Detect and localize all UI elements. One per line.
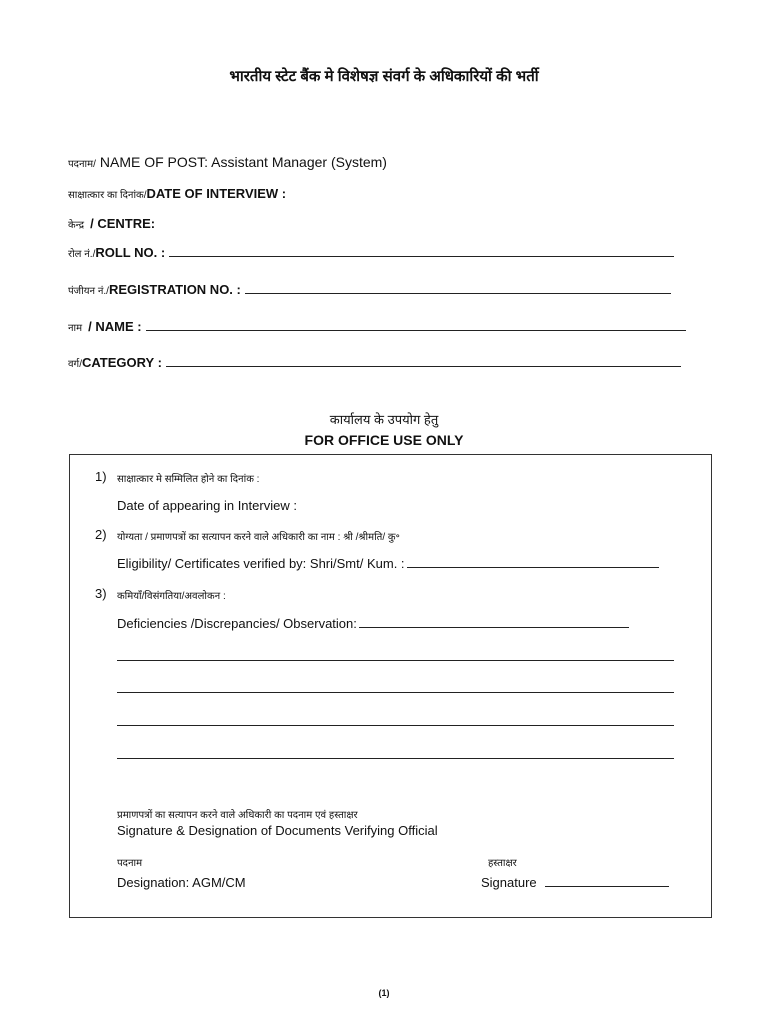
item-2-label-hi: योग्यता / प्रमाणपत्रों का सत्यापन करने वाले अधिकारी का नाम : श्री /श्रीमति/ कु॰: [117, 532, 400, 543]
name-row: [68, 319, 686, 334]
item-3-number: 3): [95, 586, 107, 601]
post-label-hi: पदनाम/: [68, 159, 96, 170]
interview-date-label: DATE OF INTERVIEW :: [146, 186, 287, 201]
observation-line-4[interactable]: [117, 758, 674, 759]
verified-by-field[interactable]: [407, 566, 659, 568]
roll-no-field[interactable]: [169, 255, 674, 257]
item-1-number: 1): [95, 469, 107, 484]
item-1-label: Date of appearing in Interview :: [117, 498, 297, 513]
designation-label-hi: पदनाम: [117, 858, 143, 869]
centre-row: [68, 216, 155, 231]
observation-line-2[interactable]: [117, 692, 674, 693]
registration-no-field[interactable]: [245, 292, 671, 294]
name-field[interactable]: [146, 329, 686, 331]
centre-label: / CENTRE:: [90, 216, 156, 231]
registration-no-label: REGISTRATION NO. :: [108, 282, 241, 297]
page-title: भारतीय स्टेट बैंक मे विशेषज्ञ संवर्ग के अधिकारियों की भर्ती: [229, 68, 539, 85]
category-label-hi: वर्ग/: [68, 359, 82, 370]
observation-line-1[interactable]: [117, 660, 674, 661]
item-2-number: 2): [95, 527, 107, 542]
page-number: (1): [378, 988, 390, 998]
name-label-hi: नाम: [68, 323, 83, 334]
category-label: CATEGORY :: [81, 355, 162, 370]
registration-no-row: [68, 282, 671, 297]
signature-heading-hi: प्रमाणपत्रों का सत्यापन करने वाले अधिकारी का पदनाम एवं हस्ताक्षर: [117, 810, 358, 821]
category-row: [68, 355, 681, 370]
verified-by-row: [117, 556, 659, 571]
post-row: [68, 154, 387, 170]
item-1-label-hi: साक्षात्कार मे सम्मिलित होने का दिनांक :: [117, 474, 260, 485]
office-heading-hi: कार्यालय के उपयोग हेतु: [329, 412, 439, 427]
interview-date-row: [68, 186, 286, 201]
item-3-label: Deficiencies /Discrepancies/ Observation:: [117, 616, 357, 631]
signature-label-hi: हस्ताक्षर: [488, 858, 517, 869]
designation-label: Designation: AGM/CM: [117, 875, 246, 890]
roll-no-row: [68, 245, 674, 260]
observation-row: [117, 616, 629, 631]
signature-field[interactable]: [545, 885, 669, 887]
interview-date-label-hi: साक्षात्कार का दिनांक/: [68, 190, 147, 201]
signature-label: Signature: [481, 875, 537, 890]
signature-heading: Signature & Designation of Documents Verifying Official: [117, 823, 438, 838]
category-field[interactable]: [166, 365, 681, 367]
observation-field[interactable]: [359, 626, 629, 628]
roll-no-label: ROLL NO. :: [95, 245, 166, 260]
item-2-label: Eligibility/ Certificates verified by: Shri/Smt/ Kum. :: [117, 556, 405, 571]
signature-row: [481, 875, 669, 890]
centre-label-hi: केन्द्र: [68, 220, 85, 231]
roll-no-label-hi: रोल नं./: [68, 249, 96, 260]
item-3-label-hi: कमियाँ/विसंगतिया/अवलोकन :: [117, 591, 226, 602]
office-use-box: [69, 454, 712, 918]
registration-no-label-hi: पंजीयन नं./: [68, 286, 109, 297]
observation-line-3[interactable]: [117, 725, 674, 726]
name-label: / NAME :: [88, 319, 142, 334]
office-heading: FOR OFFICE USE ONLY: [304, 432, 464, 448]
post-label: NAME OF POST: Assistant Manager (System): [99, 154, 387, 170]
